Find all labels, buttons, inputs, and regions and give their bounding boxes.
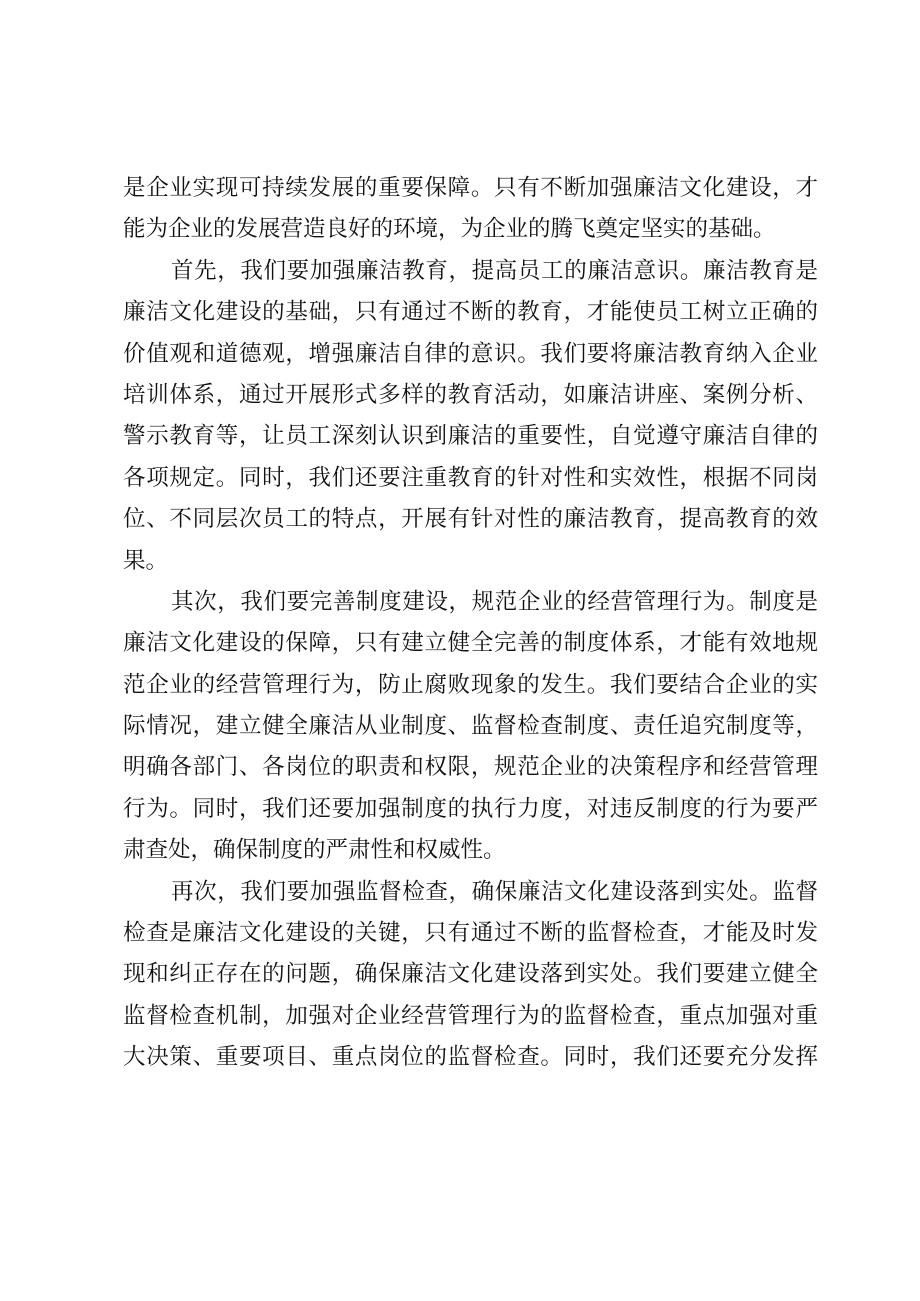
text-line: 廉洁文化建设的保障，只有建立健全完善的制度体系，才能有效地规 [123,630,818,657]
text-line: 是企业实现可持续发展的重要保障。只有不断加强廉洁文化建设，才 [123,175,818,201]
text-line: 范企业的经营管理行为，防止腐败现象的发生。我们要结合企业的实 [123,671,818,698]
text-line: 各项规定。同时，我们还要注重教育的针对性和实效性，根据不同岗 [123,464,818,491]
text-line: 现和纠正存在的问题，确保廉洁文化建设落到实处。我们要建立健全 [123,961,818,988]
text-line: 警示教育等，让员工深刻认识到廉洁的重要性，自觉遵守廉洁自律的 [123,423,818,450]
document-body [123,168,818,1079]
text-line: 培训体系，通过开展形式多样的教育活动，如廉洁讲座、案例分析、 [123,381,818,408]
text-line: 位、不同层次员工的特点，开展有针对性的廉洁教育，提高教育的效 [123,506,818,533]
text-line: 果。 [123,547,169,574]
text-line: 监督检查机制，加强对企业经营管理行为的监督检查，重点加强对重 [123,1002,818,1029]
text-line: 际情况，建立健全廉洁从业制度、监督检查制度、责任追究制度等， [123,713,818,740]
text-line: 价值观和道德观，增强廉洁自律的意识。我们要将廉洁教育纳入企业 [123,340,818,367]
text-line: 廉洁文化建设的基础，只有通过不断的教育，才能使员工树立正确的 [123,299,818,326]
text-line: 其次，我们要完善制度建设，规范企业的经营管理行为。制度是 [171,588,818,615]
text-line: 行为。同时，我们还要加强制度的执行力度，对违反制度的行为要严 [123,795,818,822]
text-line: 肃查处，确保制度的严肃性和权威性。 [123,837,506,864]
text-line: 能为企业的发展营造良好的环境，为企业的腾飞奠定坚实的基础。 [123,216,776,243]
text-line: 检查是廉洁文化建设的关键，只有通过不断的监督检查，才能及时发 [123,920,818,947]
text-line: 首先，我们要加强廉洁教育，提高员工的廉洁意识。廉洁教育是 [171,257,818,284]
text-line: 明确各部门、各岗位的职责和权限，规范企业的决策程序和经营管理 [123,754,818,781]
text-line: 大决策、重要项目、重点岗位的监督检查。同时，我们还要充分发挥 [123,1044,818,1071]
text-line: 再次，我们要加强监督检查，确保廉洁文化建设落到实处。监督 [171,878,818,905]
